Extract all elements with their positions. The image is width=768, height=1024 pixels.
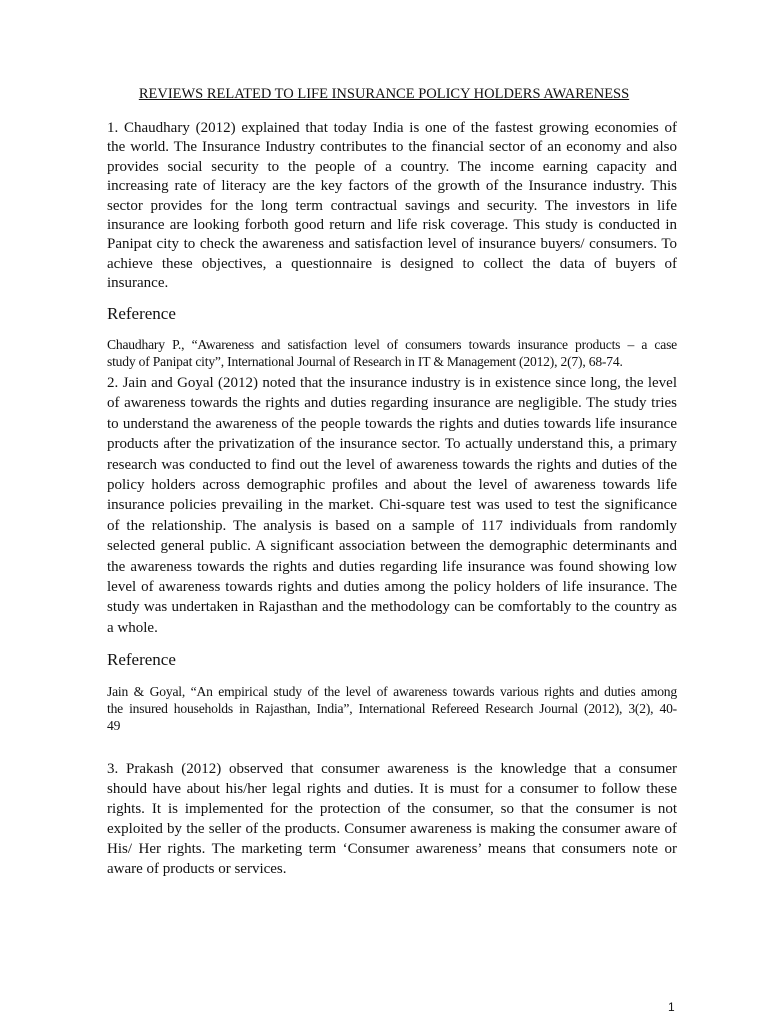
text-line: to understand the awareness of the people towards the rights and duties towards life insurance [107,415,677,432]
text-line: Panipat city to check the awareness and satisfaction level of insurance buyers/ consumers. To [107,236,677,253]
text-line: provides social security to the people of a country. The income earning capacity and [107,158,677,175]
text-line: of awareness towards the rights and duties regarding insurance are negligible. The study tries [107,395,677,412]
text-line: 3. Prakash (2012) observed that consumer awareness is the knowledge that a consumer [107,761,677,777]
page-number: 1 [668,1000,675,1014]
text-line: insurance. [107,275,169,292]
document-title [0,86,768,103]
reference-heading-2: Reference [107,650,176,669]
text-line: sector provides for the long term contractual savings and security. The investors in life [107,197,677,214]
text-line: Chaudhary P., “Awareness and satisfaction level of consumers towards insurance products – a case [107,337,677,352]
text-line: insurance policies prevailing in the market. Chi-square test was used to test the significance [107,497,677,514]
text-line: Jain & Goyal, “An empirical study of the level of awareness towards various rights and duties among [107,684,677,699]
text-line: aware of products or services. [107,861,287,877]
text-line: insurance are looking forboth good return and life risk coverage. This study is conducted in [107,216,677,233]
text-line: level of awareness towards rights and duties among the policy holders of life insurance. The [107,578,677,595]
text-line: His/ Her rights. The marketing term ‘Consumer awareness’ means that consumers note or [107,841,677,857]
text-line: the awareness towards the rights and duties regarding life insurance was found showing low [107,558,677,575]
paragraph-3 [107,759,677,879]
text-line: 2. Jain and Goyal (2012) noted that the insurance industry is in existence since long, the level [107,375,677,391]
text-line: rights. It is implemented for the protection of the consumer, so that the consumer is not [107,801,677,817]
text-line: increasing rate of literacy are the key factors of the growth of the Insurance industry. This [107,178,677,195]
text-line: the insured households in Rajasthan, India”, International Refereed Research Journal (2012), 3(2), 40- [107,701,677,716]
text-line: study was undertaken in Rajasthan and the methodology can be comfortably to the country as [107,599,677,616]
text-line: of the relationship. The analysis is based on a sample of 117 individuals from randomly [107,517,677,534]
paragraph-2 [107,373,677,638]
text-line: 1. Chaudhary (2012) explained that today India is one of the fastest growing economies of [107,120,677,136]
text-line: 49 [107,718,121,733]
title-text: REVIEWS RELATED TO LIFE INSURANCE POLICY HOLDERS AWARENESS [138,86,630,102]
text-line: a whole. [107,619,158,636]
text-line: selected general public. A significant association between the demographic determinants and [107,538,677,555]
text-line: policy holders across demographic profiles and about the level of awareness towards life [107,476,677,493]
text-line: study of Panipat city”, International Journal of Research in IT & Management (2012), 2(7), 68-74. [107,354,623,369]
reference-1 [107,336,677,370]
text-line: research was conducted to find out the level of awareness towards the rights and duties of the [107,456,677,473]
reference-heading-1: Reference [107,304,176,323]
text-line: the world. The Insurance Industry contributes to the financial sector of an economy and also [107,139,677,156]
paragraph-1 [107,119,677,294]
text-line: products after the privatization of the insurance sector. To actually understand this, a primary [107,436,677,453]
text-line: exploited by the seller of the products. Consumer awareness is making the consumer aware of [107,821,677,837]
text-line: achieve these objectives, a questionnaire is designed to collect the data of buyers of [107,255,677,272]
text-line: should have about his/her legal rights and duties. It is must for a consumer to follow these [107,781,677,797]
reference-2 [107,683,677,734]
